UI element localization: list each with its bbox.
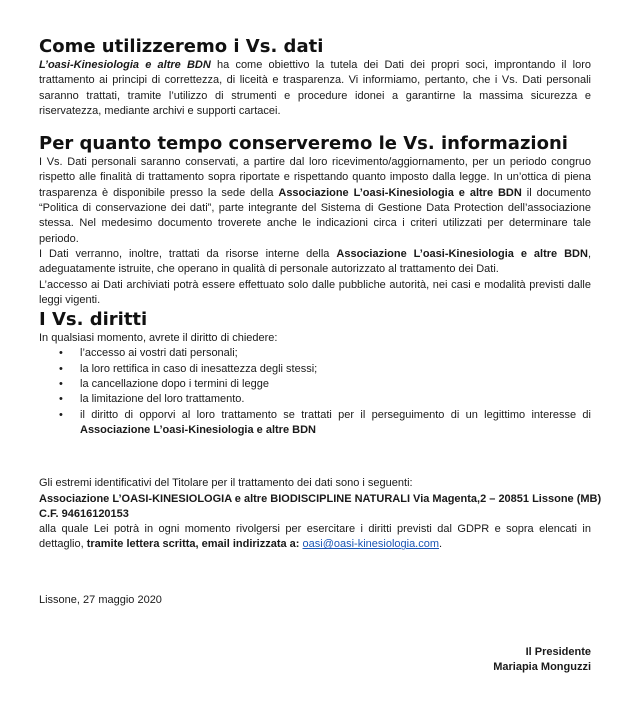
- titolare-intro: Gli estremi identificativi del Titolare per il trattamento dei dati sono i seguenti:: [39, 477, 413, 490]
- list-item-text: il diritto di opporvi al loro trattamento se trattati per il perseguimento di un legittimo interesse di: [80, 408, 591, 421]
- bullet-icon: •: [59, 408, 63, 421]
- section-rights: [39, 309, 591, 438]
- paragraph: [39, 58, 591, 119]
- email-link[interactable]: oasi@oasi-kinesiologia.com: [302, 538, 440, 551]
- list-item-text: l’accesso ai vostri dati personali;: [80, 347, 238, 360]
- organization-name: L’oasi-Kinesiologia e altre BDN: [39, 59, 211, 71]
- section-retention: [39, 133, 591, 308]
- paragraph-text: ha come obiettivo la tutela dei Dati dei propri soci, improntando il loro trattamento ai principi di correttezza, di liceità e trasparenza. Vi informiamo, pertanto, che i Vs. Dati personali saranno trattati, tramite l’utilizzo di strumenti e procedure idonei a garantirne la massima sicurezza e riservatezza, mediante archivi e supporti cartacei.: [39, 59, 591, 117]
- section-title: Come utilizzeremo i Vs. dati: [39, 36, 324, 57]
- date-line: Lissone, 27 maggio 2020: [39, 593, 162, 606]
- titolare-cf: C.F. 94616120153: [39, 507, 129, 520]
- list-item-text: la cancellazione dopo i termini di legge: [80, 378, 269, 391]
- bullet-icon: •: [59, 378, 63, 391]
- list-item: [39, 408, 591, 439]
- bullet-icon: •: [59, 393, 63, 406]
- organization-name: Associazione L’oasi-Kinesiologia e altre BDN: [278, 186, 522, 199]
- paragraph-text: .: [439, 538, 443, 551]
- titolare-contact: [39, 522, 591, 553]
- organization-name: Associazione L’oasi-Kinesiologia e altre BDN: [336, 247, 588, 260]
- list-item: [39, 346, 591, 361]
- rights-intro: In qualsiasi momento, avrete il diritto di chiedere:: [39, 332, 278, 345]
- list-item: [39, 362, 591, 377]
- section-data-usage: [39, 36, 591, 119]
- paragraph-text: il documento “Politica di conservazione dei dati”, parte integrante del Sistema di Gestione Data Protection dell’associazione stessa. Nel medesimo documento troverete anche le indicazioni circa i criteri utilizzati per determinare tale periodo.: [39, 186, 591, 245]
- paragraph-text: I Vs. Dati personali saranno conservati, a partire dal loro ricevimento/aggiornamento, per un periodo congruo rispetto alle finalità di trattamento sopra riportate e rispettando quanto imposto dalla legge. In un’ottica di piena trasparenza è disponibile presso la sede della: [39, 156, 591, 199]
- signature-role: Il Presidente: [525, 646, 591, 659]
- paragraph-text: I Dati verranno, inoltre, trattati da risorse interne della: [39, 247, 337, 260]
- list-item-text: la limitazione del loro trattamento.: [80, 393, 245, 406]
- list-item: [39, 377, 591, 392]
- paragraph: [39, 247, 591, 278]
- organization-name: Associazione L’oasi-Kinesiologia e altre BDN: [80, 423, 316, 436]
- paragraph: [39, 155, 591, 247]
- list-item: [39, 392, 591, 407]
- bullet-icon: •: [59, 347, 63, 360]
- signature-name: Mariapia Monguzzi: [493, 661, 591, 674]
- titolare-block: [39, 476, 602, 552]
- paragraph-text: alla quale Lei potrà in ogni momento rivolgersi per esercitare i diritti previsti dal GDPR e sopra elencati in dettaglio,: [39, 523, 591, 551]
- paragraph-text: , adeguatamente istruite, che operano in qualità di personale autorizzato al trattamento dei Dati.: [39, 247, 592, 276]
- list-item-text: la loro rettifica in caso di inesattezza degli stessi;: [80, 362, 318, 375]
- paragraph: L’accesso ai Dati archiviati potrà essere effettuato solo dalle pubbliche autorità, nei casi e modalità previsti dalle leggi vigenti.: [39, 278, 591, 306]
- section-title: I Vs. diritti: [39, 309, 148, 331]
- section-title: Per quanto tempo conserveremo le Vs. informazioni: [39, 133, 568, 155]
- contact-method: tramite lettera scritta, email indirizzata a:: [86, 538, 300, 551]
- bullet-icon: •: [59, 362, 63, 375]
- signature-block: [39, 645, 591, 676]
- document-page: [39, 36, 602, 676]
- titolare-name: Associazione L’OASI-KINESIOLOGIA e altre BIODISCIPLINE NATURALI Via Magenta,2 – 20851 Lissone (MB): [39, 492, 602, 505]
- rights-list: [39, 346, 591, 438]
